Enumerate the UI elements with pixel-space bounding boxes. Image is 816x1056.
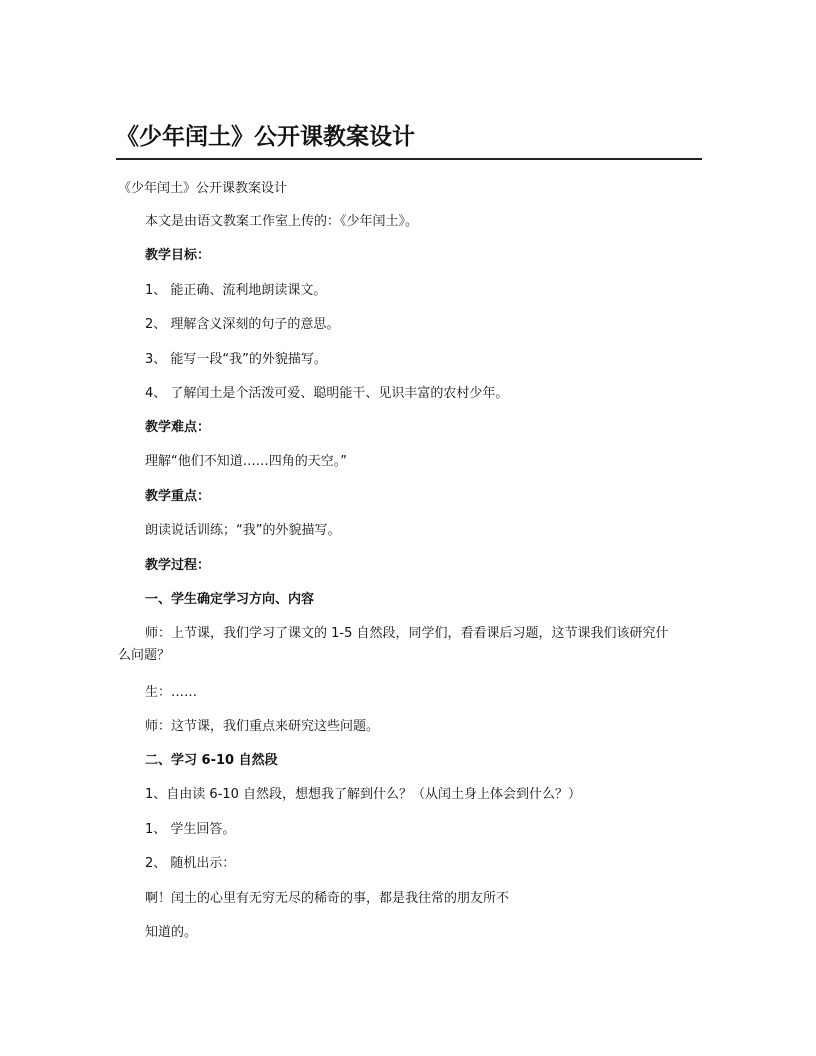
sub-step-2: 2、 随机出示：	[145, 856, 236, 871]
key-heading: 教学重点：	[145, 489, 211, 504]
student-line-1: 生：……	[145, 685, 198, 700]
intro-paragraph: 本文是由语文教案工作室上传的：《少年闰土》。	[145, 214, 419, 229]
process-heading: 教学过程：	[145, 558, 211, 573]
quote-line-2: 知道的。	[145, 925, 198, 940]
subtitle: 《少年闰土》公开课教案设计	[118, 181, 288, 196]
goal-item: 2、 理解含义深刻的句子的意思。	[145, 317, 340, 332]
goal-item: 1、 能正确、流利地朗读课文。	[145, 283, 327, 298]
step-1: 1、自由读 6-10 自然段，想想我了解到什么？（从闰土身上体会到什么？）	[145, 787, 582, 802]
goal-item: 4、 了解闰土是个活泼可爱、聪明能干、见识丰富的农村少年。	[145, 386, 509, 401]
section1-heading: 一、学生确定学习方向、内容	[145, 592, 315, 607]
quote-line-1: 啊！闰土的心里有无穷无尽的稀奇的事，都是我往常的朋友所不	[145, 891, 510, 906]
goals-heading: 教学目标：	[145, 248, 211, 263]
section2-heading: 二、学习 6-10 自然段	[145, 753, 278, 768]
difficulty-heading: 教学难点：	[145, 420, 211, 435]
goal-item: 3、 能写一段“我”的外貌描写。	[145, 352, 327, 367]
teacher-line-1: 师：上节课，我们学习了课文的 1-5 自然段，同学们，看看课后习题，这节课我们该研究什么问题？	[118, 626, 669, 663]
title-divider	[116, 158, 702, 160]
sub-step-1: 1、 学生回答。	[145, 822, 236, 837]
key-text: 朗读说话训练；“我”的外貌描写。	[145, 523, 341, 538]
document-title: 《少年闰土》公开课教案设计	[116, 124, 415, 150]
difficulty-text: 理解“他们不知道……四角的天空。”	[145, 454, 347, 469]
teacher-line-2: 师：这节课，我们重点来研究这些问题。	[145, 719, 380, 734]
